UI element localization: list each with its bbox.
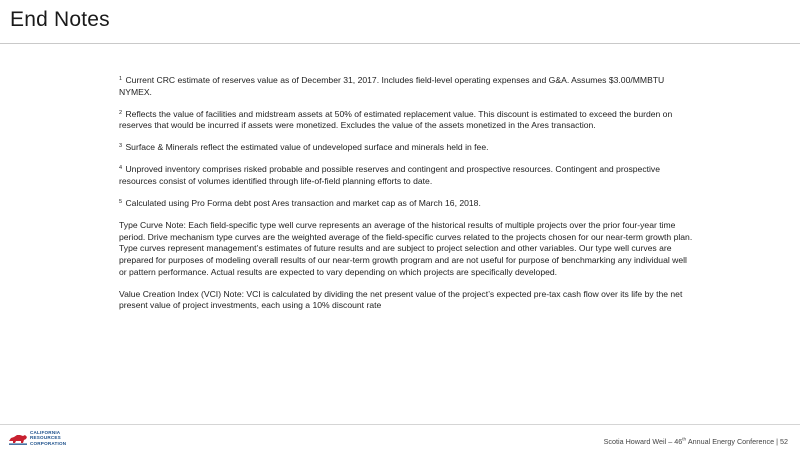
note-text: Calculated using Pro Forma debt post Ares transaction and market cap as of March 16, 2018. — [125, 198, 481, 209]
note-text: Surface & Minerals reflect the estimated value of undeveloped surface and minerals held in fee. — [125, 142, 489, 153]
footer-divider — [0, 424, 800, 425]
california-bear-logo-icon — [8, 430, 28, 446]
end-note-3 — [119, 142, 694, 154]
note-marker: 2 — [119, 109, 123, 116]
title-divider — [0, 43, 800, 44]
logo-line-2: RESOURCES — [30, 435, 61, 441]
vci-note — [119, 289, 694, 312]
footer-separator: | — [774, 437, 780, 446]
type-curve-note — [119, 220, 694, 278]
note-marker: 1 — [119, 76, 123, 82]
note-text: Reflects the value of facilities and midstream assets at 50% of estimated replacement value. This discount is estimated to exceed the burden on reserves that would be incurred if assets were monetized. Excludes the value of the assets monetized in the Ares transaction. — [119, 108, 673, 131]
logo-line-3: CORPORATION — [30, 440, 67, 446]
note-marker: 3 — [119, 143, 123, 150]
note-text: Unproved inventory comprises risked probable and possible reserves and contingent and prospective resources. Contingent and prospective resources consist of volumes identified through life-of-field planning efforts to date. — [119, 164, 661, 187]
page-title: End Notes — [10, 8, 110, 31]
note-marker: 5 — [119, 199, 123, 206]
page-number: 52 — [780, 437, 788, 446]
event-prefix: Scotia Howard Weil – 46 — [603, 437, 683, 446]
note-text: Type Curve Note: Each field-specific type well curve represents an average of the historical results of multiple projects over the prior four-year time period. Drive mechanism type curves are the weighted average of the field-specific curves related to the projects chosen for our near-term growth plan. Type curves represent management’s estimates of future results and are subject to project selection and other variables. Our type well curves are prepared for purposes of modeling overall results of our near-term growth program and are not useful for purpose of benchmarking any individual well or pattern performance. Actual results are expected to vary depending on which projects are specifically developed. — [119, 220, 693, 277]
note-marker: 4 — [119, 165, 123, 172]
event-suffix: Annual Energy Conference — [686, 437, 775, 446]
note-text: Current CRC estimate of reserves value as of December 31, 2017. Includes field-level operating expenses and G&A. Assumes $3.00/MMBTU NYMEX. — [119, 75, 665, 97]
end-note-5 — [119, 198, 694, 210]
logo-wordmark — [30, 430, 66, 446]
end-note-4 — [119, 164, 694, 187]
end-notes-list — [119, 75, 694, 322]
event-ordinal: th — [682, 437, 687, 443]
end-note-1 — [119, 75, 694, 98]
logo-line-1: CALIFORNIA — [30, 430, 61, 436]
end-note-2 — [119, 109, 694, 132]
company-logo — [8, 429, 98, 447]
note-text: Value Creation Index (VCI) Note: VCI is calculated by dividing the net present value of the project’s expected pre-tax cash flow over its life by the net present value of project investments, each using a 10% discount rate — [119, 288, 683, 311]
footer-event-label — [604, 437, 788, 446]
